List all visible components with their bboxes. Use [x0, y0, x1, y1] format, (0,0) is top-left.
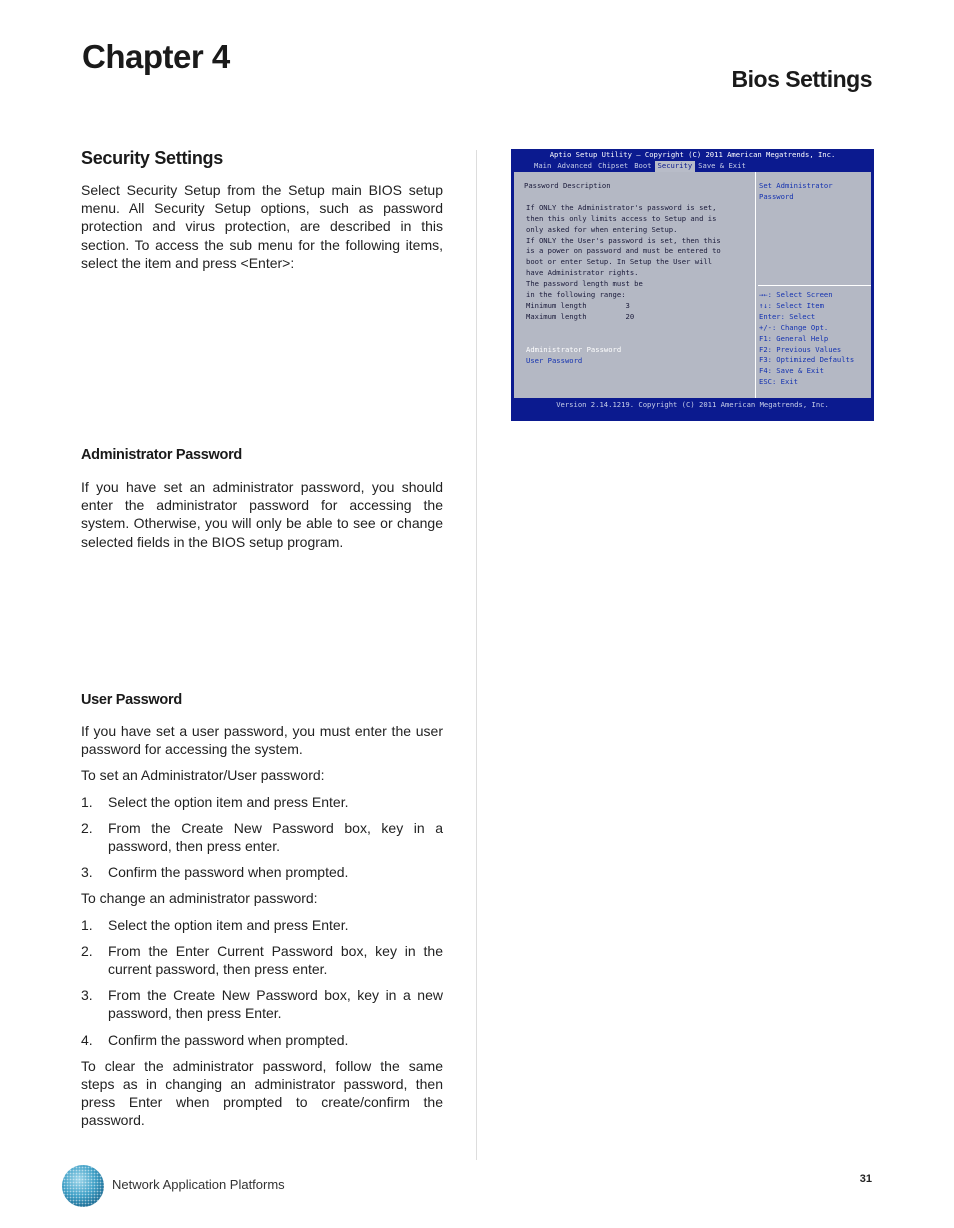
page-number: 31 — [859, 1173, 872, 1185]
bios-description-line: The password length must be — [526, 279, 643, 289]
user-password-section — [81, 722, 443, 1130]
bios-key-hint: Enter: Select — [759, 311, 816, 321]
set-password-steps — [81, 793, 443, 882]
bios-tab[interactable]: Advanced — [557, 161, 592, 170]
bios-description-line: in the following range: — [526, 290, 626, 299]
bios-tab[interactable]: Boot — [634, 161, 652, 170]
list-item-number: 4. — [81, 1031, 93, 1048]
user-password-heading: User Password — [81, 692, 182, 708]
change-password-steps — [81, 916, 443, 1049]
bios-tab[interactable]: Chipset — [597, 161, 629, 170]
clear-password-text: To clear the administrator password, follow the same steps as in changing an administrator password, then press Enter when prompted to create/confirm the password. — [81, 1057, 443, 1129]
bios-screenshot — [511, 149, 874, 421]
change-password-intro: To change an administrator password: — [81, 890, 318, 907]
list-item-number: 2. — [81, 942, 93, 959]
list-item-text: Select the option item and press Enter. — [108, 793, 349, 810]
bios-description-line: Minimum length 3 — [526, 300, 630, 310]
list-item-text: From the Create New Password box, key in a new password, then press Enter. — [108, 987, 443, 1022]
column-divider — [476, 150, 477, 1160]
company-logo-icon — [60, 1163, 106, 1209]
bios-key-hint: +/-: Change Opt. — [759, 322, 829, 332]
bios-description-panel — [514, 172, 756, 398]
bios-tab[interactable]: Security — [655, 161, 696, 172]
bios-description-line: If ONLY the Administrator's password is set, — [526, 202, 717, 212]
bios-key-hint: ESC: Exit — [759, 377, 798, 387]
section-title: Bios Settings — [731, 66, 872, 92]
bios-key-hint: F1: General Help — [759, 333, 829, 343]
bios-help-separator — [758, 285, 871, 286]
list-item-number: 1. — [81, 916, 93, 933]
list-item-text: Confirm the password when prompted. — [108, 864, 349, 881]
list-item-text: Confirm the password when prompted. — [108, 1031, 349, 1048]
bios-key-hint: F2: Previous Values — [759, 344, 842, 354]
footer-company: Network Application Platforms — [112, 1177, 285, 1192]
list-item-number: 3. — [81, 864, 93, 881]
bios-description-line: only asked for when entering Setup. — [526, 224, 678, 234]
list-item-text: From the Enter Current Password box, key in the current password, then press enter. — [108, 942, 443, 978]
list-item — [81, 793, 443, 811]
bios-description-line: If ONLY the User's password is set, then this — [526, 235, 721, 245]
bios-version-footer: Version 2.14.1219. Copyright (C) 2011 American Megatrends, Inc. — [556, 400, 829, 409]
bios-item-user-password[interactable]: User Password — [526, 355, 583, 365]
list-item — [81, 942, 443, 978]
security-intro: Select Security Setup from the Setup main BIOS setup menu. All Security Setup options, such as password protection and virus protection, are described in this section. To access the sub menu for the following items, select the item and press <Enter>: — [81, 182, 443, 271]
bios-key-hint: F3: Optimized Defaults — [759, 355, 855, 365]
admin-password-heading: Administrator Password — [81, 447, 242, 463]
list-item — [81, 863, 443, 881]
list-item-number: 3. — [81, 987, 93, 1004]
list-item — [81, 819, 443, 855]
bios-body — [514, 172, 871, 398]
bios-key-hint: ↑↓: Select Item — [759, 300, 824, 310]
list-item — [81, 1031, 443, 1049]
set-password-intro: To set an Administrator/User password: — [81, 767, 325, 784]
list-item-text: Select the option item and press Enter. — [108, 916, 349, 933]
bios-item-administrator-password[interactable]: Administrator Password — [526, 345, 622, 354]
chapter-title: Chapter 4 — [82, 38, 230, 75]
bios-description-line: Password Description — [524, 181, 611, 190]
bios-tab[interactable]: Main — [534, 161, 552, 170]
list-item — [81, 916, 443, 934]
bios-key-hint: →←: Select Screen — [759, 290, 833, 299]
bios-description-line: Maximum length 20 — [526, 311, 635, 321]
bios-description-line: have Administrator rights. — [526, 268, 639, 278]
list-item-text: From the Create New Password box, key in a password, then press enter. — [108, 819, 443, 855]
bios-help-text: Set Administrator — [759, 181, 833, 190]
list-item-number: 1. — [81, 793, 93, 810]
user-password-body: If you have set a user password, you must enter the user password for accessing the system. — [81, 723, 443, 758]
bios-tab[interactable]: Save & Exit — [698, 161, 746, 170]
list-item — [81, 986, 443, 1022]
bios-title: Aptio Setup Utility – Copyright (C) 2011 American Megatrends, Inc. — [549, 150, 836, 159]
bios-key-hint: F4: Save & Exit — [759, 366, 824, 376]
bios-help-text: Password — [759, 191, 794, 201]
list-item-number: 2. — [81, 819, 93, 836]
admin-password-body: If you have set an administrator password, you should enter the administrator password for accessing the system. Otherwise, you will only be able to see or change selected fields in the BIOS setup program. — [81, 479, 443, 550]
bios-description-line: is a power on password and must be entered to — [526, 246, 721, 256]
bios-tabs — [531, 161, 749, 172]
security-settings-heading: Security Settings — [81, 148, 223, 168]
bios-description-line: boot or enter Setup. In Setup the User will — [526, 257, 713, 267]
bios-description-line: then this only limits access to Setup and is — [526, 213, 717, 223]
